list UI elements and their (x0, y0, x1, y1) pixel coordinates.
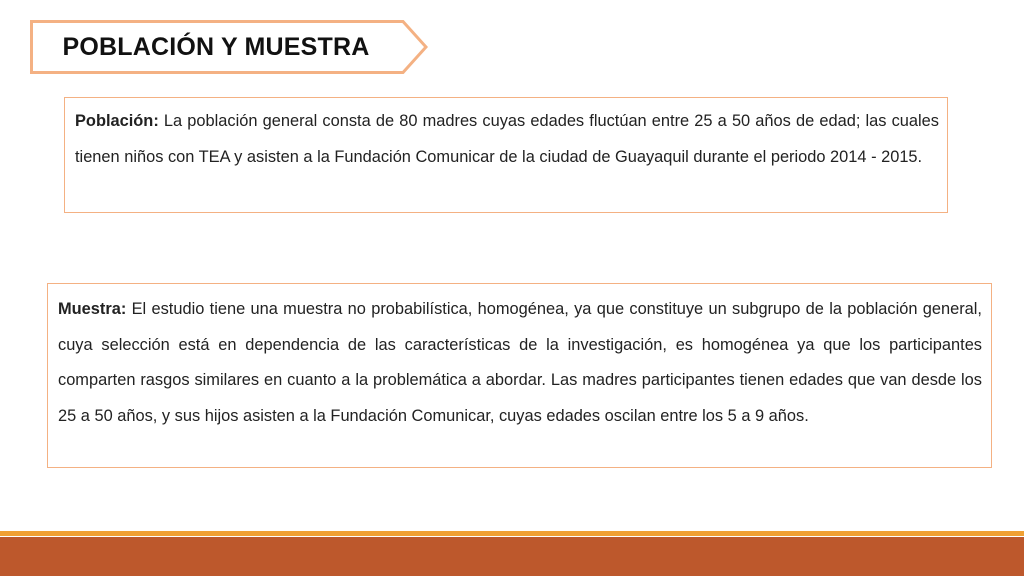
page-title: POBLACIÓN Y MUESTRA (62, 33, 370, 61)
muestra-text: El estudio tiene una muestra no probabilística, homogénea, ya que constituye un subgrupo de la población general, cuya selección está en dependencia de las características de la investigación, es homogénea ya que los participantes comparten rasgos similares en cuanto a la problemática a abordar. Las madres participantes tienen edades que van desde los 25 a 50 años, y sus hijos asisten a la Fundación Comunicar, cuyas edades oscilan entre los 5 a 9 años. (58, 300, 982, 425)
footer-bar (0, 537, 1024, 576)
poblacion-text: La población general consta de 80 madres cuyas edades fluctúan entre 25 a 50 años de edad; las cuales tienen niños con TEA y asisten a la Fundación Comunicar de la ciudad de Guayaquil durante el periodo 2014 - 2015. (75, 112, 939, 166)
poblacion-term: Población: (75, 112, 159, 130)
muestra-term: Muestra: (58, 300, 127, 318)
footer-accent-line (0, 531, 1024, 536)
title-banner (30, 20, 428, 74)
muestra-box (47, 283, 992, 468)
poblacion-box (64, 97, 948, 213)
